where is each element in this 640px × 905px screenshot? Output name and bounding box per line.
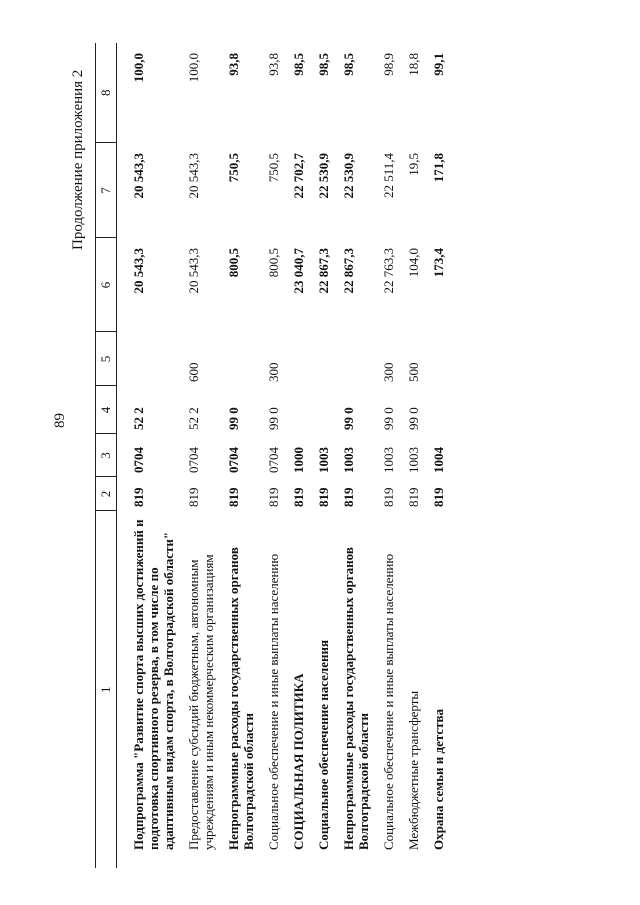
cell-program-code: 99 0	[226, 407, 241, 430]
cell-expense-type: 500	[406, 362, 421, 382]
header-col-7: 7	[96, 143, 117, 238]
cell-department-code: 819	[266, 487, 281, 507]
cell-program-code	[281, 386, 306, 434]
cell-section-code: 1003	[316, 447, 331, 473]
cell-department-code: 819	[381, 487, 396, 507]
cell-execution-percent: 18,8	[406, 53, 421, 76]
cell-expense-type	[117, 332, 177, 386]
cell-name: Социальное обеспечение и иные выплаты населению	[266, 553, 281, 850]
table-row	[371, 43, 396, 868]
table-row	[256, 43, 281, 868]
appendix-continuation-note: Продолжение приложения 2	[70, 69, 86, 250]
cell-approved-amount: 23 040,7	[291, 248, 306, 294]
cell-execution-percent: 98,5	[291, 53, 306, 76]
header-col-3: 3	[96, 434, 117, 477]
cell-name: Социальное обеспечение и иные выплаты населению	[381, 553, 396, 850]
cell-approved-amount: 104,0	[406, 248, 421, 278]
table-row	[306, 43, 331, 868]
cell-executed-amount: 22 530,9	[341, 153, 356, 199]
cell-name: Подпрограмма "Развитие спорта высших достижений и подготовка спортивного резерва, в том числе по адаптивным видам спорта, в Волгоградской области"	[131, 519, 176, 850]
cell-execution-percent: 93,8	[226, 53, 241, 76]
cell-executed-amount: 20 543,3	[186, 153, 201, 199]
cell-expense-type: 300	[381, 362, 396, 382]
cell-name: Межбюджетные трансферты	[406, 690, 421, 850]
header-col-6: 6	[96, 238, 117, 332]
table-body	[117, 43, 447, 868]
cell-expense-type	[331, 332, 371, 386]
cell-section-code: 1003	[341, 447, 356, 473]
cell-expense-type: 600	[186, 362, 201, 382]
cell-approved-amount: 20 543,3	[186, 248, 201, 294]
cell-expense-type	[306, 332, 331, 386]
cell-department-code: 819	[291, 487, 306, 507]
header-col-1: 1	[96, 511, 117, 868]
cell-approved-amount: 22 867,3	[341, 248, 356, 294]
header-col-8: 8	[96, 43, 117, 143]
cell-approved-amount: 800,5	[266, 248, 281, 278]
cell-name: Предоставление субсидий бюджетным, автономным учреждениям и иным некоммерческим организациям	[186, 554, 216, 850]
cell-executed-amount: 20 543,3	[131, 153, 146, 199]
cell-department-code: 819	[431, 487, 446, 507]
cell-execution-percent: 98,5	[316, 53, 331, 76]
cell-approved-amount: 22 867,3	[316, 248, 331, 294]
cell-approved-amount: 22 763,3	[381, 248, 396, 294]
cell-section-code: 1004	[431, 447, 446, 473]
cell-executed-amount: 750,5	[266, 153, 281, 183]
cell-execution-percent: 98,9	[381, 53, 396, 76]
cell-program-code: 99 0	[381, 407, 396, 430]
cell-section-code: 0704	[186, 447, 201, 473]
cell-section-code: 0704	[131, 447, 146, 473]
cell-executed-amount: 22 511,4	[381, 153, 396, 199]
cell-name: Социальное обеспечение населения	[316, 640, 331, 850]
table-row	[216, 43, 256, 868]
cell-section-code: 1003	[406, 447, 421, 473]
cell-executed-amount: 750,5	[226, 153, 241, 183]
cell-expense-type: 300	[266, 362, 281, 382]
cell-department-code: 819	[131, 487, 146, 507]
budget-table-container	[95, 43, 615, 868]
cell-executed-amount: 171,8	[431, 153, 446, 183]
header-col-2: 2	[96, 477, 117, 511]
table-row	[281, 43, 306, 868]
cell-execution-percent: 98,5	[341, 53, 356, 76]
cell-name: СОЦИАЛЬНАЯ ПОЛИТИКА	[291, 673, 306, 850]
cell-section-code: 0704	[226, 447, 241, 473]
cell-execution-percent: 100,0	[131, 53, 146, 83]
cell-expense-type	[421, 332, 446, 386]
cell-department-code: 819	[341, 487, 356, 507]
header-col-4: 4	[96, 386, 117, 434]
cell-section-code: 1003	[381, 447, 396, 473]
cell-execution-percent: 100,0	[186, 53, 201, 83]
cell-department-code: 819	[226, 487, 241, 507]
cell-approved-amount: 800,5	[226, 248, 241, 278]
cell-program-code	[421, 386, 446, 434]
table-row	[396, 43, 421, 868]
cell-name: Непрограммные расходы государственных органов Волгоградской области	[226, 547, 256, 850]
cell-program-code	[306, 386, 331, 434]
cell-program-code: 99 0	[266, 407, 281, 430]
cell-section-code: 1000	[291, 447, 306, 473]
cell-executed-amount: 22 530,9	[316, 153, 331, 199]
cell-name: Непрограммные расходы государственных органов Волгоградской области	[341, 547, 371, 850]
header-row	[96, 43, 117, 868]
cell-approved-amount: 20 543,3	[131, 248, 146, 294]
cell-execution-percent: 93,8	[266, 53, 281, 76]
cell-department-code: 819	[186, 487, 201, 507]
cell-executed-amount: 22 702,7	[291, 153, 306, 199]
budget-table	[95, 43, 446, 868]
cell-execution-percent: 99,1	[431, 53, 446, 76]
table-row	[421, 43, 446, 868]
cell-section-code: 0704	[266, 447, 281, 473]
cell-approved-amount: 173,4	[431, 248, 446, 278]
cell-program-code: 52 2	[186, 407, 201, 430]
page-number: 89	[52, 413, 68, 428]
cell-program-code: 99 0	[406, 407, 421, 430]
cell-department-code: 819	[316, 487, 331, 507]
cell-executed-amount: 19,5	[406, 153, 421, 176]
cell-program-code: 99 0	[341, 407, 356, 430]
cell-name: Охрана семьи и детства	[431, 708, 446, 850]
table-header	[96, 43, 117, 868]
cell-department-code: 819	[406, 487, 421, 507]
cell-expense-type	[281, 332, 306, 386]
table-row	[331, 43, 371, 868]
cell-program-code: 52 2	[131, 407, 146, 430]
header-col-5: 5	[96, 332, 117, 386]
cell-expense-type	[216, 332, 256, 386]
table-row	[117, 43, 177, 868]
table-row	[176, 43, 216, 868]
